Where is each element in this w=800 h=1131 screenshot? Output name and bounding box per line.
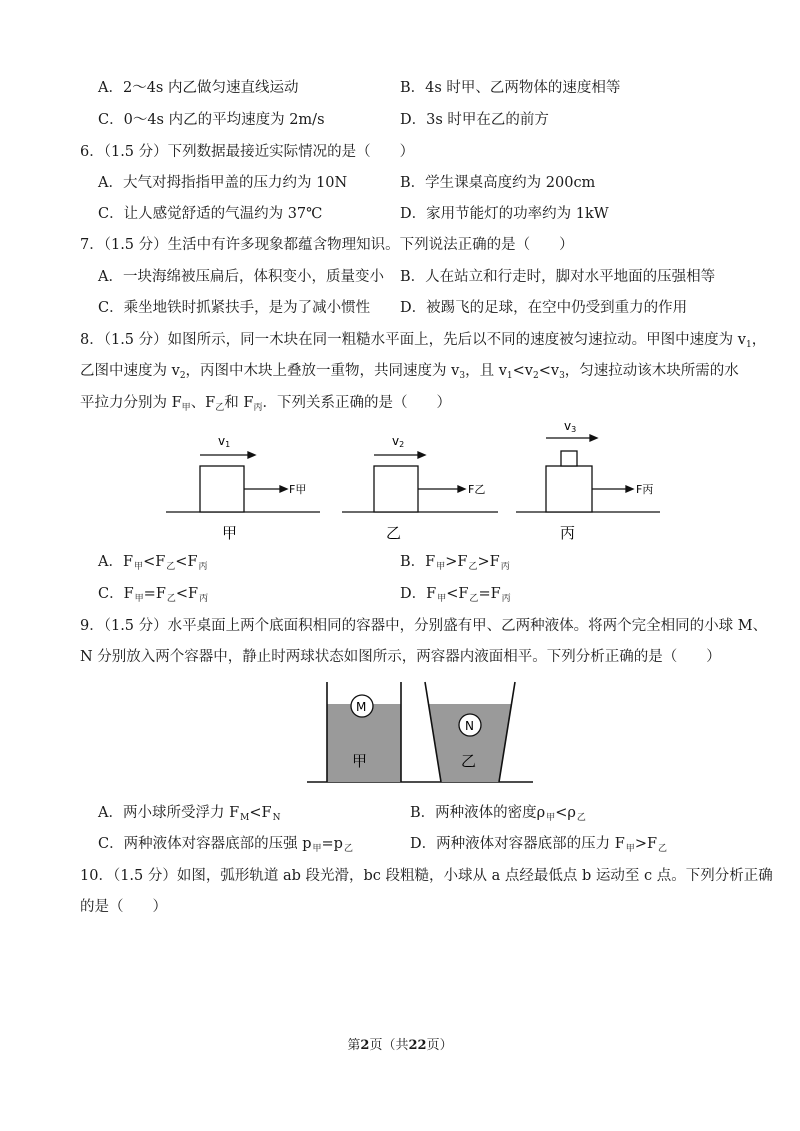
q9-option-c: C．两种液体对容器底部的压强 $p_甲=p_乙$	[98, 836, 353, 854]
q9-option-d: D．两种液体对容器底部的压力 $F_甲>F_乙$	[410, 836, 668, 854]
q9-figure	[305, 680, 535, 786]
q7-row2	[0, 296, 800, 320]
q8-v1-label: v1	[218, 434, 231, 449]
q8-f-yi-label: F乙	[468, 483, 486, 496]
q6-option-d: D．家用节能灯的功率约为 1kW	[400, 206, 609, 222]
q7-option-c: C．乘坐地铁时抓紧扶手，是为了减小惯性	[98, 300, 371, 316]
q9-liquid-jia-label: 甲	[352, 752, 368, 770]
q6-row1	[0, 171, 800, 195]
q10-stem-line2: 的是（ ）	[80, 899, 167, 915]
q7-option-d: D．被踢飞的足球，在空中仍受到重力的作用	[400, 300, 688, 316]
q6-option-c: C．让人感觉舒适的气温约为 37℃	[98, 206, 323, 222]
q8-row2	[0, 582, 800, 606]
q8-stem-line2: 乙图中速度为 $v_2$，丙图中木块上叠放一重物，共同速度为 $v_3$，且 $v_1<v_2<v_3$，匀速拉动该木块所需的水	[80, 363, 739, 381]
q5-option-b: B．4s 时甲、乙两物体的速度相等	[400, 80, 621, 96]
q8-panel-yi	[342, 452, 498, 512]
q8-stem-line1: 8．（1.5 分）如图所示，同一木块在同一粗糙水平面上，先后以不同的速度被匀速拉动。甲图中速度为 $v_1$，	[80, 332, 767, 350]
q9-row2	[0, 832, 800, 856]
q7-option-a: A．一块海绵被压扁后，体积变小，质量变小	[98, 269, 384, 285]
q8-option-d: D．$F_甲<F_乙=F_丙$	[400, 586, 511, 604]
q9-ball-m-label: M	[356, 700, 367, 714]
q7-row1	[0, 265, 800, 289]
q6-option-a: A．大气对拇指指甲盖的压力约为 10N	[98, 175, 348, 191]
q8-caption-yi: 乙	[386, 524, 402, 542]
q8-option-b: B．$F_甲>F_乙>F_丙$	[400, 554, 510, 572]
q8-caption-jia: 甲	[222, 524, 238, 542]
q5-row2	[0, 108, 800, 132]
total-pages: 22	[408, 1038, 427, 1053]
q8-f-bing-label: F丙	[636, 483, 654, 496]
q5-option-c: C．0～4s 内乙的平均速度为 2m/s	[98, 112, 325, 128]
q8-option-a: A．$F_甲<F_乙<F_丙$	[98, 554, 208, 572]
page-number: 2	[360, 1038, 370, 1053]
q8-row1	[0, 550, 800, 574]
q8-stem-line3: 平拉力分别为 $F_甲$、$F_乙$和 $F_丙$．下列关系正确的是（ ）	[80, 395, 451, 413]
q8-figure	[160, 418, 680, 548]
q8-panel-bing	[516, 435, 660, 512]
q8-caption-bing: 丙	[560, 524, 576, 542]
q8-panel-jia	[166, 452, 320, 512]
q9-option-b: B．两种液体的密度$\rho_甲<\rho_乙$	[410, 805, 586, 823]
q10-stem-line1: 10．（1.5 分）如图，弧形轨道 ab 段光滑，bc 段粗糙，小球从 a 点经最低点 b 运动至 c 点。下列分析正确	[80, 868, 773, 884]
page-footer: 第2页（共22页）	[347, 1038, 453, 1053]
q6-option-b: B．学生课桌高度约为 200cm	[400, 175, 596, 191]
q5-option-d: D．3s 时甲在乙的前方	[400, 112, 549, 128]
q8-v2-label: v2	[392, 434, 405, 449]
q8-f-jia-label: F甲	[289, 483, 307, 496]
q8-v3-label: v3	[564, 419, 577, 434]
q9-row1	[0, 801, 800, 825]
q7-stem: 7．（1.5 分）生活中有许多现象都蕴含物理知识。下列说法正确的是（ ）	[80, 237, 574, 253]
q8-option-c: C．$F_甲=F_乙<F_丙$	[98, 586, 209, 604]
q9-stem-line1: 9．（1.5 分）水平桌面上两个底面积相同的容器中，分别盛有甲、乙两种液体。将两个完全相同的小球 M、	[80, 618, 768, 634]
q9-stem-line2: N 分别放入两个容器中，静止时两球状态如图所示，两容器内液面相平。下列分析正确的是（ ）	[80, 649, 721, 665]
q5-option-a: A．2～4s 内乙做匀速直线运动	[98, 80, 299, 96]
q6-stem: 6．（1.5 分）下列数据最接近实际情况的是（ ）	[80, 144, 415, 160]
q9-ball-n-label: N	[465, 719, 474, 733]
q9-liquid-yi-label: 乙	[461, 752, 477, 770]
q6-row2	[0, 202, 800, 226]
q9-option-a: A．两小球所受浮力 $F_M<F_N$	[98, 805, 281, 823]
q5-row1	[0, 76, 800, 100]
q7-option-b: B．人在站立和行走时，脚对水平地面的压强相等	[400, 269, 716, 285]
